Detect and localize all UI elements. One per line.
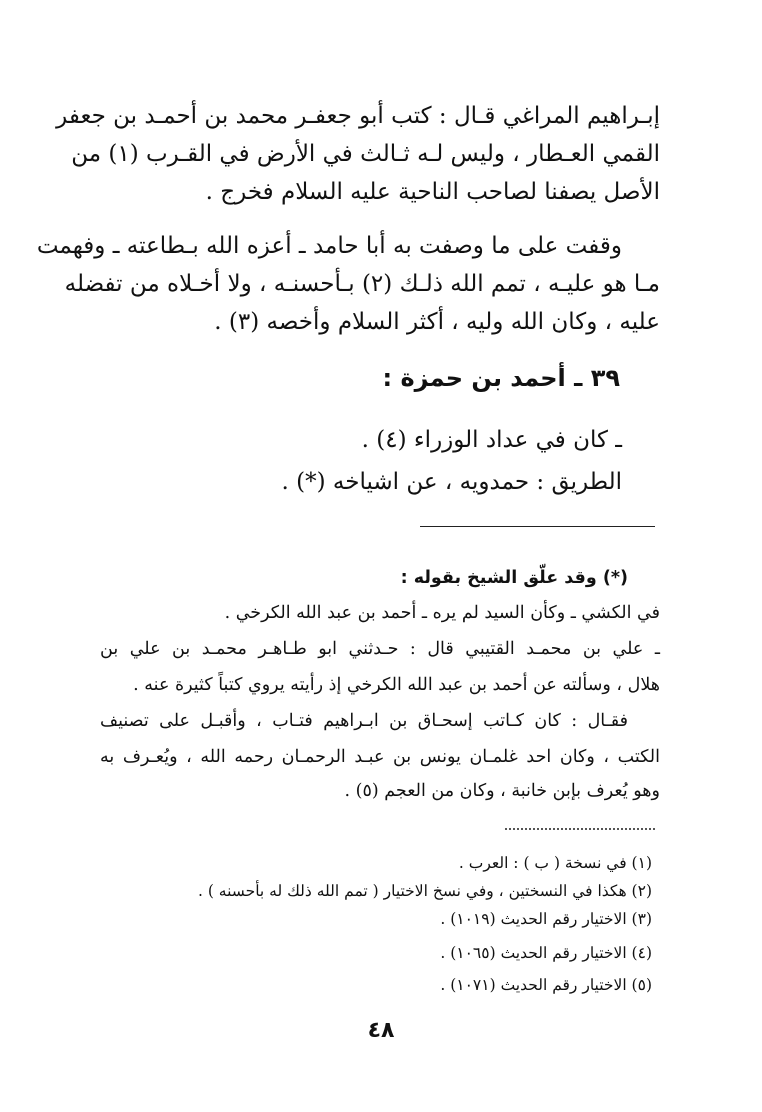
- footnote: (١) في نسخة ( ب ) : العرب .: [458, 854, 652, 872]
- note-title: (*) وقد علّق الشيخ بقوله :: [400, 568, 628, 588]
- footnote: (٣) الاختيار رقم الحديث (١٠١٩) .: [440, 910, 652, 928]
- footnote: (٢) هكذا في النسختين ، وفي نسخ الاختيار ( تمم الله ذلك له بأحسنه ) .: [197, 882, 652, 900]
- note-line: وهو يُعرف بإبن خانبة ، وكان من العجم (٥) .: [344, 781, 660, 801]
- note-line: ـ علي بن محمـد القتيبي قال : حـدثني ابو طـاهـر محمـد بن علي بن: [100, 639, 660, 659]
- body-line: الأصل يصفنا لصاحب الناحية عليه السلام فخرج .: [205, 179, 660, 205]
- note-line: في الكشي ـ وكأن السيد لم يره ـ أحمد بن عبد الله الكرخي .: [224, 603, 660, 623]
- body-line: القمي العـطار ، وليس لـه ثـالث في الأرض في القـرب (١) من: [71, 141, 660, 167]
- note-line: الكتب ، وكان احد غلمـان يونس بن عبـد الرحمـان رحمه الله ، ويُعـرف به: [100, 747, 660, 767]
- body-line: عليه ، وكان الله وليه ، أكثر السلام وأخصه (٣) .: [214, 309, 660, 335]
- footnote-separator: [505, 828, 655, 830]
- footnote: (٥) الاختيار رقم الحديث (١٠٧١) .: [440, 976, 652, 994]
- page-number: ٤٨: [367, 1018, 395, 1043]
- body-line: إبـراهيم المراغي قـال : كتب أبو جعفـر محمد بن أحمـد بن جعفر: [56, 103, 660, 129]
- body-line: مـا هو عليـه ، تمم الله ذلـك (٢) بـأحسنـه ، ولا أخـلاه من تفضله: [64, 271, 660, 297]
- entry-line: الطريق : حمدويه ، عن اشياخه (*) .: [281, 469, 622, 495]
- footnote: (٤) الاختيار رقم الحديث (١٠٦٥) .: [440, 944, 652, 962]
- note-line: هلال ، وسألته عن أحمد بن عبد الله الكرخي إذ رأيته يروي كتباً كثيرة عنه .: [133, 675, 660, 695]
- entry-line: ـ كان في عداد الوزراء (٤) .: [361, 427, 622, 453]
- note-line: فقـال : كان كـاتب إسحـاق بن ابـراهيم فتـاب ، وأقبـل على تصنيف: [100, 711, 628, 731]
- entry-heading: ٣٩ ـ أحمد بن حمزة :: [382, 364, 620, 392]
- body-line: وقفت على ما وصفت به أبا حامد ـ أعزه الله بـطاعته ـ وفهمت: [36, 233, 622, 259]
- separator-rule: [420, 526, 655, 527]
